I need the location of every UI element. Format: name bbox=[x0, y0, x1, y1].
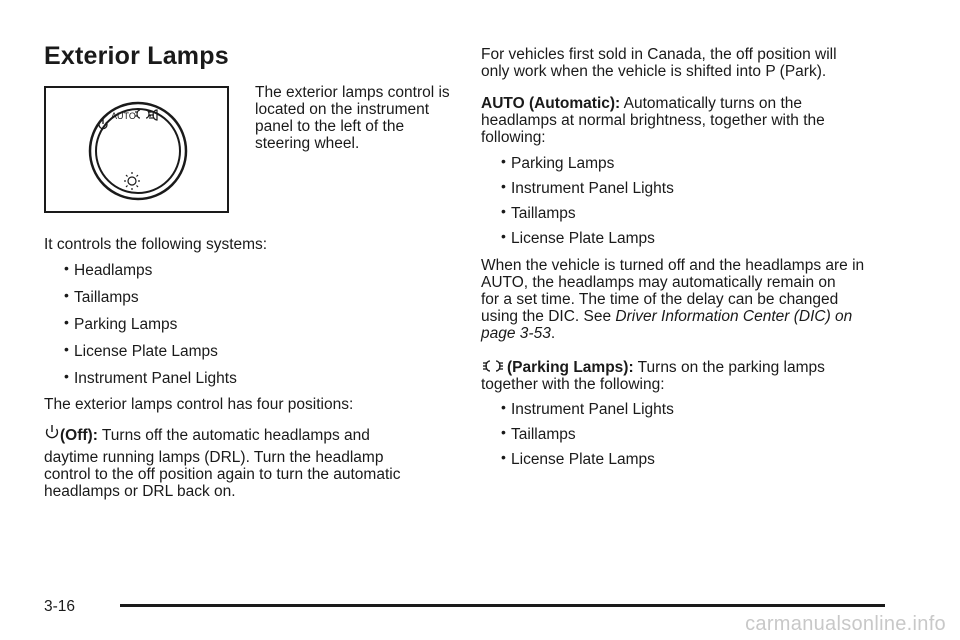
delay-line-3: for a set time. The time of the delay can be changed bbox=[481, 291, 839, 308]
list-item: • Parking Lamps bbox=[501, 153, 615, 172]
exterior-lamps-control-figure bbox=[44, 86, 229, 213]
delay-line-5: page 3-53. bbox=[481, 325, 556, 342]
off-position-line-2: daytime running lamps (DRL). Turn the headlamp bbox=[44, 449, 384, 466]
list-item: • Taillamps bbox=[501, 203, 576, 222]
list-item: • Parking Lamps bbox=[64, 314, 178, 333]
list-item: • Instrument Panel Lights bbox=[501, 178, 674, 197]
delay-line-2: AUTO, the headlamps may automatically remain on bbox=[481, 274, 836, 291]
positions-intro: The exterior lamps control has four positions: bbox=[44, 396, 354, 413]
delay-line-1: When the vehicle is turned off and the headlamps are in bbox=[481, 257, 865, 274]
canada-line-2: only work when the vehicle is shifted into P (Park). bbox=[481, 63, 827, 80]
headlamp-icon bbox=[149, 110, 157, 120]
list-item: • Headlamps bbox=[64, 260, 153, 279]
list-item: • License Plate Lamps bbox=[64, 341, 218, 360]
parking-lamps-icon bbox=[481, 358, 507, 374]
page-title: Exterior Lamps bbox=[44, 42, 229, 70]
parking-lamps-icon bbox=[135, 110, 151, 118]
list-item: • Instrument Panel Lights bbox=[64, 368, 237, 387]
auto-line-1: AUTO (Automatic): Automatically turns on the bbox=[481, 95, 803, 112]
watermark: carmanualsonline.info bbox=[745, 613, 946, 635]
dome-lamp-icon bbox=[124, 172, 140, 190]
delay-line-4: using the DIC. See Driver Information Center (DIC) on bbox=[481, 308, 853, 325]
auto-line-2: headlamps at normal brightness, together with the bbox=[481, 112, 825, 129]
canada-line-1: For vehicles first sold in Canada, the off position will bbox=[481, 46, 837, 63]
footer-divider bbox=[120, 604, 885, 607]
auto-line-3: following: bbox=[481, 129, 546, 146]
off-position-line-4: headlamps or DRL back on. bbox=[44, 483, 236, 500]
page-reference-link[interactable]: page 3-53 bbox=[481, 325, 551, 342]
parking-line-2: together with the following: bbox=[481, 376, 665, 393]
lamp-control-dial-illustration bbox=[46, 88, 231, 215]
list-item: • Taillamps bbox=[64, 287, 139, 306]
off-icon bbox=[44, 424, 60, 442]
intro-paragraph: The exterior lamps control is located on the instrument panel to the left of the steering wheel. bbox=[255, 84, 450, 152]
off-position-line-1: (Off): Turns off the automatic headlamps and bbox=[44, 424, 464, 444]
dic-reference-link[interactable]: Driver Information Center (DIC) on bbox=[615, 308, 853, 325]
list-item: • License Plate Lamps bbox=[501, 228, 655, 247]
controls-intro: It controls the following systems: bbox=[44, 236, 268, 253]
parking-line-1: (Parking Lamps): Turns on the parking lamps bbox=[481, 358, 901, 376]
figure-auto-label: AUTO bbox=[111, 111, 136, 121]
off-position-line-3: control to the off position again to turn the automatic bbox=[44, 466, 401, 483]
list-item: • Instrument Panel Lights bbox=[501, 399, 674, 418]
list-item: • Taillamps bbox=[501, 424, 576, 443]
page-number: 3-16 bbox=[44, 598, 76, 615]
list-item: • License Plate Lamps bbox=[501, 449, 655, 468]
